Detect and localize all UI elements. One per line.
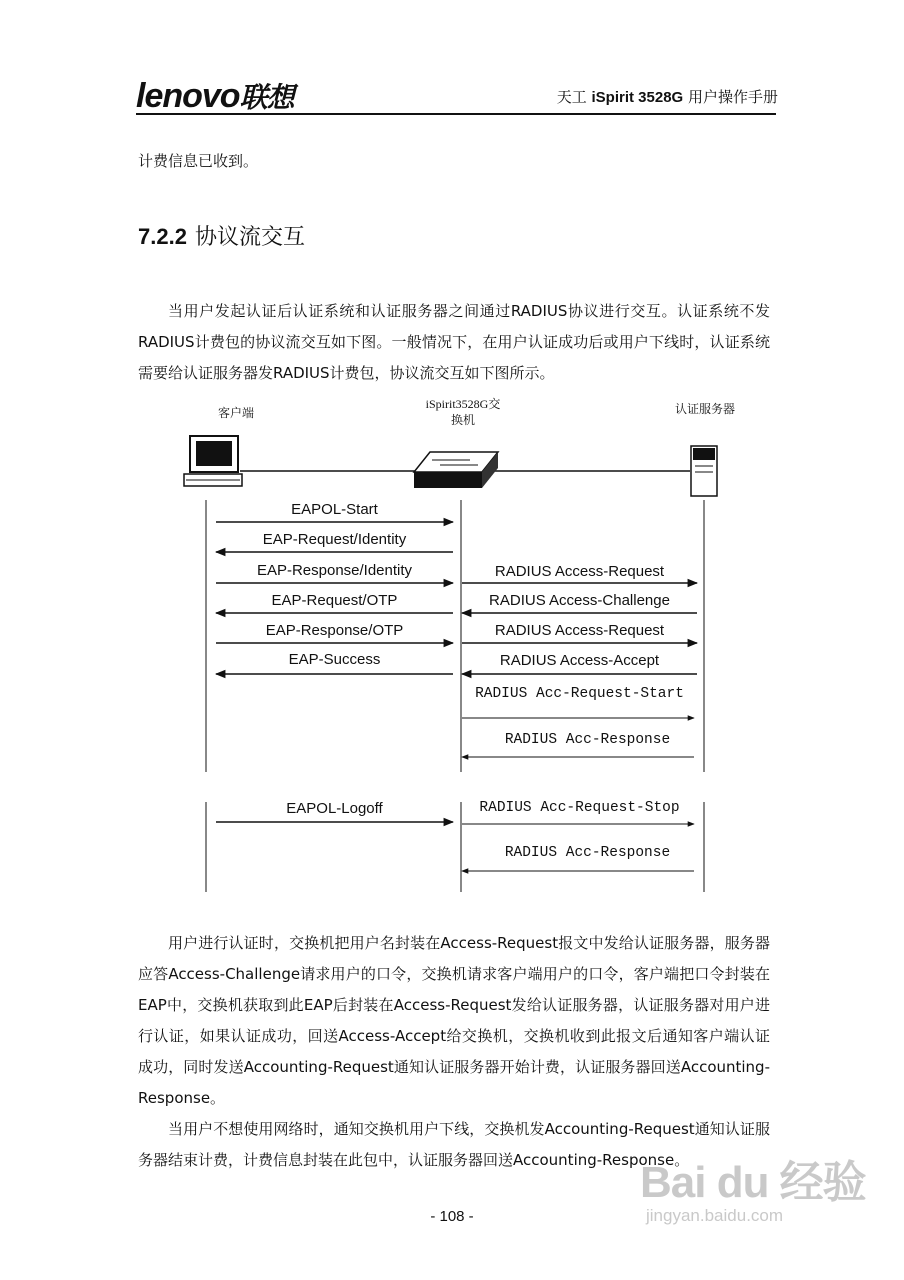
section-number: 7.2.2 [138,224,187,249]
continued-text: 计费信息已收到。 [138,152,259,170]
msg-radius-access-challenge: RADIUS Access-Challenge [489,592,670,609]
watermark-url: jingyan.baidu.com [646,1206,784,1225]
logo-cn: 联想 [239,81,294,114]
page-number: - 108 - [430,1208,474,1225]
msg-eapol-start: EAPOL-Start [291,501,378,518]
intro-paragraph: 当用户发起认证后认证系统和认证服务器之间通过RADIUS协议进行交互。认证系统不发RADIUS计费包的协议流交互如下图。一般情况下，在用户认证成功后或用户下线时，认证系统需要给认证服务器发RADIUS计费包，协议流交互如下图所示。 [138,302,770,382]
msg-acc-response-1: RADIUS Acc-Response [504,732,671,748]
server-label: 认证服务器 [674,402,735,416]
auth-flow-paragraph: 用户进行认证时，交换机把用户名封装在Access-Request报文中发给认证服务器，服务器应答Access-Challenge请求用户的口令，交换机请求客户端用户的口令，客户端把口令封装在EAP中，交换机获取到此EAP后封装在Access-Request发给认证服务器，认证服务器对用户进行认证，如果认证成功，回送Access-Accept给交换机，交换机收到此报文后通知客户端认证成功，同时发送Accounting-Request通知认证服务器开始计费，认证服务器回送Accounting-Response。 [138,934,770,1107]
manual-title: 天工 iSpirit 3528G 用户操作手册 [556,88,778,106]
msg-eap-success: EAP-Success [288,651,381,668]
switch-label: iSpirit3528G交 换机 [425,397,501,427]
msg-acc-request-start: RADIUS Acc-Request-Start [475,686,684,702]
msg-radius-access-request-2: RADIUS Access-Request [494,622,665,639]
client-pc-icon [184,436,242,486]
msg-acc-response-2: RADIUS Acc-Response [504,845,671,861]
logo-text: lenovo [136,77,240,115]
switch-icon [414,452,498,488]
logoff-paragraph: 当用户不想使用网络时，通知交换机用户下线，交换机发Accounting-Request通知认证服务器结束计费，计费信息封装在此包中，认证服务器回送Accounting-Response。 [138,1120,770,1169]
msg-eapol-logoff: EAPOL-Logoff [286,800,383,817]
section-title: 协议流交互 [194,225,305,250]
msg-eap-response-otp: EAP-Response/OTP [265,622,404,639]
msg-eap-request-identity: EAP-Request/Identity [262,531,407,548]
client-label: 客户端 [217,406,254,420]
msg-radius-access-accept: RADIUS Access-Accept [499,652,660,669]
msg-eap-request-otp: EAP-Request/OTP [271,592,398,609]
msg-radius-access-request-1: RADIUS Access-Request [494,563,665,580]
watermark-brand: Bai du 经验 [640,1158,866,1207]
msg-eap-response-identity: EAP-Response/Identity [256,562,413,579]
server-icon [691,446,717,496]
baidu-watermark [640,1146,866,1225]
msg-acc-request-stop: RADIUS Acc-Request-Stop [479,800,680,816]
